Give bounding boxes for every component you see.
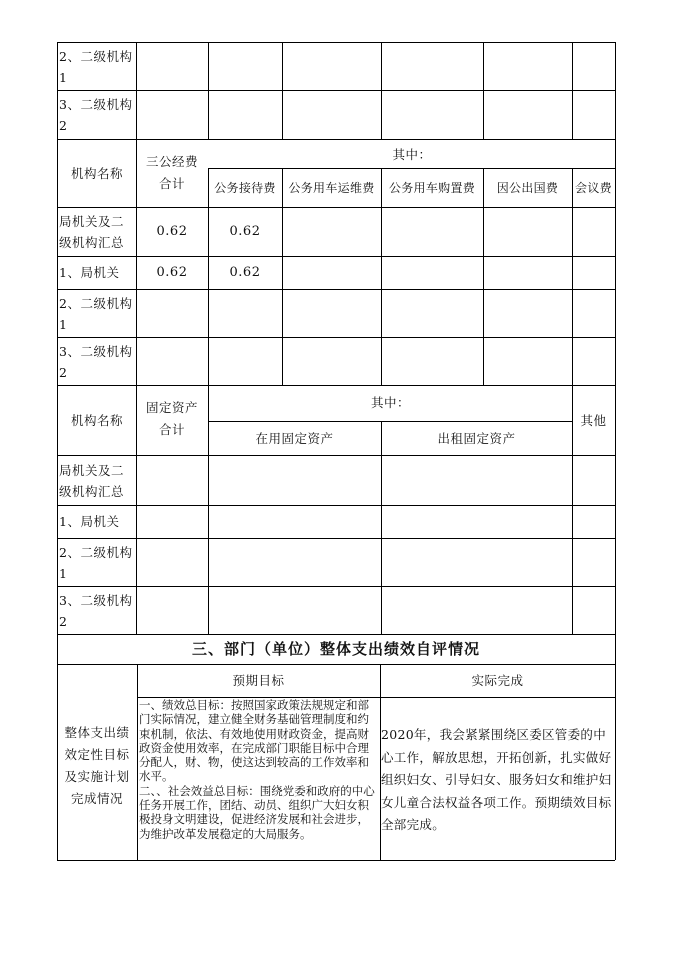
col-vehicle-purchase-header: 公务用车购置费 xyxy=(388,181,476,195)
of-which-header: 其中： xyxy=(370,395,410,410)
org-name-cell: 局机关及二级机构汇总 xyxy=(59,463,125,499)
col-other-header: 其他 xyxy=(580,413,607,428)
rule xyxy=(57,385,615,386)
rule xyxy=(483,42,484,140)
org-name-cell: 2、二级机构1 xyxy=(59,49,133,85)
rule xyxy=(381,168,382,385)
rule xyxy=(136,42,137,385)
of-which-header: 其中： xyxy=(392,147,432,162)
rule xyxy=(57,505,615,506)
actual-completion-text: 2020年，我会紧紧围绕区委区管委的中心工作，解放思想，开拓创新，扎实做好组织妇女、引导妇女、服务妇女和维护妇女儿童合法权益各项工作。预期绩效目标全部完成。 xyxy=(381,727,612,832)
rule xyxy=(57,337,615,338)
actual-completion-header: 实际完成 xyxy=(471,673,524,688)
expected-goal-header: 预期目标 xyxy=(232,673,285,688)
rule xyxy=(572,168,573,385)
performance-row-label: 整体支出绩效定性目标及实施计划完成情况 xyxy=(64,725,130,806)
fixed-assets-total-header: 固定资产合计 xyxy=(145,400,198,437)
rule xyxy=(483,168,484,385)
rule xyxy=(57,455,615,456)
rule xyxy=(208,385,209,634)
rule xyxy=(572,42,573,140)
rule xyxy=(57,289,615,290)
rule xyxy=(57,256,615,257)
rule xyxy=(282,168,283,385)
col-in-use-header: 在用固定资产 xyxy=(255,431,334,446)
org-name-cell: 1、局机关 xyxy=(59,265,120,280)
org-name-cell: 1、局机关 xyxy=(59,514,120,529)
org-name-cell: 3、二级机构2 xyxy=(59,344,133,380)
rule xyxy=(57,634,615,635)
org-name-header: 机构名称 xyxy=(70,413,123,428)
org-name-cell: 局机关及二级机构汇总 xyxy=(59,214,125,250)
org-name-cell: 2、二级机构1 xyxy=(59,296,133,332)
col-reception-header: 公务接待费 xyxy=(214,181,276,195)
total-value-cell: 0.62 xyxy=(156,224,188,239)
rule xyxy=(615,42,616,860)
rule xyxy=(137,664,138,860)
rule xyxy=(57,664,615,665)
rule xyxy=(381,42,382,140)
org-name-cell: 2、二级机构1 xyxy=(59,545,133,581)
rule xyxy=(208,42,209,140)
expected-goal-text: 一、绩效总目标：按照国家政策法规规定和部门实际情况，建立健全财务基础管理制度和约束机制，依法、有效地使用财政资金，提高财政资金使用效率，在完成部门职能目标中合理分配人，财、物，使这达到较高的工作效率和水平。 二、、社会效益总目标：围绕党委和政府的中心任务开展工作，团结、动员、组织广大妇女积极投身文明建设，促进经济发展和社会进步，为维护改革发展稳定的大局服务。 xyxy=(139,698,375,841)
section-title: 三、部门（单位）整体支出绩效自评情况 xyxy=(191,640,480,658)
rule xyxy=(57,207,615,208)
rule xyxy=(136,385,137,634)
org-name-header: 机构名称 xyxy=(70,166,123,181)
rule xyxy=(57,860,615,861)
rule xyxy=(57,139,615,140)
rule xyxy=(381,421,382,634)
rule xyxy=(57,42,615,43)
reception-value-cell: 0.62 xyxy=(229,265,261,280)
rule xyxy=(57,586,615,587)
total-value-cell: 0.62 xyxy=(156,265,188,280)
org-name-cell: 3、二级机构2 xyxy=(59,97,133,133)
col-meeting-header: 会议费 xyxy=(575,181,612,195)
col-overseas-header: 因公出国费 xyxy=(496,181,559,195)
rule xyxy=(282,42,283,140)
rule xyxy=(208,421,572,422)
rule xyxy=(57,90,615,91)
three-public-total-header: 三公经费合计 xyxy=(145,154,198,191)
reception-value-cell: 0.62 xyxy=(229,224,261,239)
rule xyxy=(57,538,615,539)
org-name-cell: 3、二级机构2 xyxy=(59,593,133,629)
col-vehicle-maint-header: 公务用车运维费 xyxy=(288,181,375,195)
col-leased-header: 出租固定资产 xyxy=(437,431,516,446)
rule xyxy=(208,168,615,169)
